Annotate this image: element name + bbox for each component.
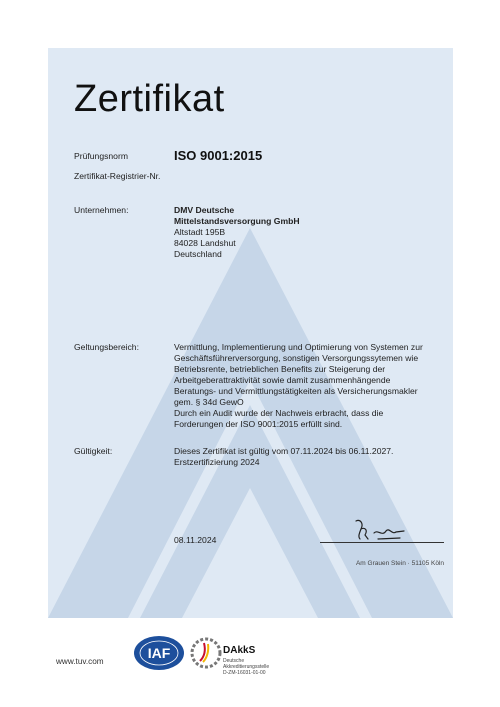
- dakks-code: D-ZM-16031-01-00: [223, 670, 266, 676]
- scope-line: Arbeitgeberattraktivität sowie damit zusammenhängende: [174, 375, 391, 385]
- address-country: Deutschland: [174, 249, 222, 259]
- dakks-sub2: Akkreditierungsstelle: [223, 664, 270, 670]
- scope-line: gem. § 34d GewO: [174, 397, 244, 407]
- website-link[interactable]: www.tuv.com: [56, 657, 104, 666]
- issuer-address: Am Grauen Stein · 51105 Köln: [355, 560, 444, 567]
- signature-line: [320, 542, 444, 543]
- scope-line: Beratungs- und Vermittlungstätigkeiten als Versicherungsmakler: [174, 386, 418, 396]
- address-street: Altstadt 195B: [174, 227, 226, 237]
- scope-label: Geltungsbereich:: [74, 342, 139, 352]
- company-label: Unternehmen:: [74, 205, 129, 215]
- address-city: 84028 Landshut: [174, 238, 236, 248]
- scope-line: Forderungen der ISO 9001:2015 erfüllt sind.: [174, 419, 343, 429]
- certificate-title: Zertifikat: [74, 78, 225, 120]
- company-name-line1: DMV Deutsche: [174, 205, 235, 215]
- iaf-logo-text: IAF: [147, 645, 171, 661]
- validity-label: Gültigkeit:: [74, 446, 113, 456]
- scope-line: Durch ein Audit wurde der Nachweis erbracht, dass die: [174, 408, 384, 418]
- scope-line: Betriebsrente, betrieblichen Benefits zur Steigerung der: [174, 364, 386, 374]
- dakks-name: DAkkS: [223, 645, 256, 656]
- dakks-sub1: Deutsche: [223, 658, 245, 664]
- signature: [352, 517, 412, 543]
- scope-line: Geschäftsführerversorgung, sonstigen Versorgungssytemen wie: [174, 353, 419, 363]
- validity-line2: Erstzertifizierung 2024: [174, 457, 260, 467]
- company-name-line2: Mittelstandsversorgung GmbH: [174, 216, 300, 226]
- norm-label: Prüfungsnorm: [74, 151, 128, 161]
- issue-date: 08.11.2024: [174, 535, 217, 545]
- registry-label: Zertifikat-Registrier-Nr.: [74, 171, 161, 181]
- scope-line: Vermittlung, Implementierung und Optimierung von Systemen zur: [174, 342, 423, 352]
- norm-value: ISO 9001:2015: [174, 148, 263, 163]
- validity-line1: Dieses Zertifikat ist gültig vom 07.11.2024 bis 06.11.2027.: [174, 446, 394, 456]
- iaf-logo: [133, 635, 185, 671]
- dakks-emblem-icon: [190, 635, 222, 675]
